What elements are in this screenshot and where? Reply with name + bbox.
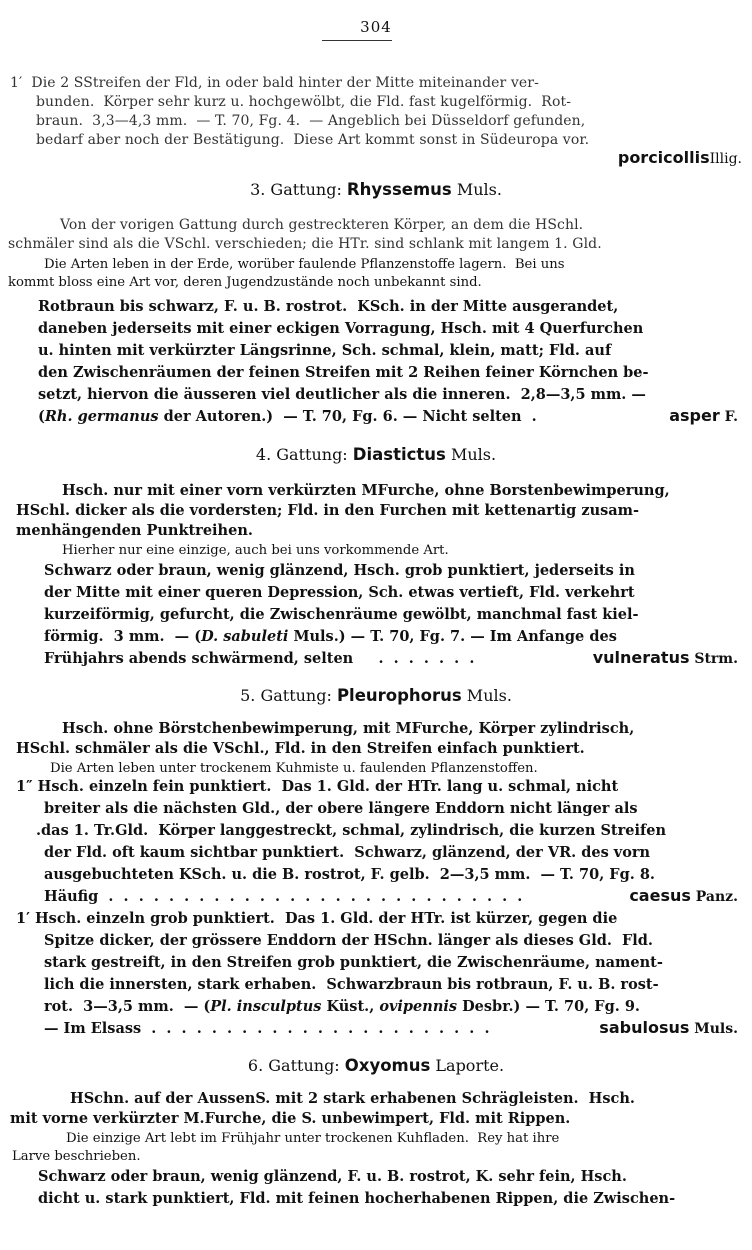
genus-author: Muls. xyxy=(451,180,502,199)
line-text: 1′ Die 2 SStreifen der Fld, in oder bald hinter der Mitte miteinander ver- xyxy=(10,75,539,91)
text-line xyxy=(44,976,738,994)
text-line xyxy=(36,93,728,111)
italic-name: D. sabuleti xyxy=(201,628,289,645)
text-line xyxy=(8,235,740,253)
text-line xyxy=(16,522,738,540)
line-text: den Zwischenräumen der feinen Streifen mit 2 Reihen feiner Körnchen be- xyxy=(38,364,649,381)
text-line xyxy=(36,112,728,130)
line-text: Schwarz oder braun, wenig glänzend, F. u. B. rostrot, K. sehr fein, Hsch. xyxy=(38,1168,627,1185)
text-line xyxy=(16,502,738,520)
line-text: förmig. 3 mm. — ( xyxy=(44,628,202,645)
text-line xyxy=(44,1020,738,1038)
line-text: Spitze dicker, der grössere Enddorn der HSchn. länger als dieses Gld. Fld. xyxy=(44,932,653,949)
text-line xyxy=(38,364,738,382)
text-line xyxy=(62,720,738,738)
text-line xyxy=(38,1168,738,1186)
genus-heading xyxy=(0,1056,752,1076)
text-line xyxy=(44,888,738,906)
line-text: bunden. Körper sehr kurz u. hochgewölbt, die Fld. fast kugelförmig. Rot- xyxy=(36,94,572,110)
genus-number: 4. Gattung: xyxy=(255,445,353,464)
line-text: 1″ Hsch. einzeln fein punktiert. Das 1. Gld. der HTr. lang u. schmal, nicht xyxy=(16,778,619,795)
species-name: porcicollis xyxy=(617,148,710,167)
italic-name: Pl. insculptus xyxy=(210,998,322,1015)
line-text: mit vorne verkürzter M.Furche, die S. unbewimpert, Fld. mit Rippen. xyxy=(10,1110,571,1127)
line-text: lich die innersten, stark erhaben. Schwarzbraun bis rotbraun, F. u. B. rost- xyxy=(44,976,659,993)
line-text: Rotbraun bis schwarz, F. u. B. rostrot. KSch. in der Mitte ausgerandet, xyxy=(38,298,619,315)
text-line xyxy=(10,74,728,92)
genus-name: Diastictus xyxy=(352,445,446,464)
line-text: dicht u. stark punktiert, Fld. mit feinen hocherhabenen Rippen, die Zwischen- xyxy=(38,1190,676,1207)
genus-heading xyxy=(0,445,752,465)
text-line xyxy=(38,386,738,404)
line-text: 1′ Hsch. einzeln grob punktiert. Das 1. Gld. der HTr. ist kürzer, gegen die xyxy=(16,910,618,927)
text-line xyxy=(44,584,738,602)
line-text: HSchl. dicker als die vordersten; Fld. in den Furchen mit kettenartig zusam- xyxy=(16,502,640,519)
species-name: caesus xyxy=(618,886,691,905)
text-line xyxy=(62,542,738,560)
species-label xyxy=(664,407,738,426)
line-text: Muls.) — T. 70, Fg. 7. — Im Anfange des xyxy=(288,628,617,645)
line-text: Häufig . . . . . . . . . . . . . . . . . . . . . . . . . . . . xyxy=(44,888,523,905)
text-line xyxy=(44,650,738,668)
genus-author: Muls. xyxy=(445,445,497,464)
text-line xyxy=(36,131,728,149)
genus-author: Muls. xyxy=(461,686,512,705)
line-text: kommt bloss eine Art vor, deren Jugendzustände noch unbekannt sind. xyxy=(8,275,482,290)
text-line xyxy=(44,844,738,862)
text-line xyxy=(8,274,728,292)
species-name: asper xyxy=(663,406,720,425)
text-line xyxy=(38,408,738,426)
page-number: 304 xyxy=(360,18,392,36)
text-line xyxy=(36,822,738,840)
text-line xyxy=(70,1090,740,1108)
text-line xyxy=(44,628,738,646)
line-text: schmäler sind als die VSchl. verschieden; die HTr. sind schlank mit langem 1. Gld. xyxy=(8,236,602,252)
text-line xyxy=(10,1110,740,1128)
line-text: der Mitte mit einer queren Depression, Sch. etwas vertieft, Fld. verkehrt xyxy=(44,584,635,601)
line-text: Larve beschrieben. xyxy=(12,1149,141,1164)
species-author: Muls. xyxy=(689,1021,738,1037)
line-text: Frühjahrs abends schwärmend, selten . . . . . . . xyxy=(44,650,475,667)
text-line xyxy=(44,256,738,274)
genus-number: 6. Gattung: xyxy=(247,1056,345,1075)
line-text: Die Arten leben in der Erde, worüber faulende Pflanzenstoffe lagern. Bei uns xyxy=(44,257,565,272)
species-name: sabulosus xyxy=(588,1018,690,1037)
text-line xyxy=(44,932,738,950)
line-text: bedarf aber noch der Bestätigung. Diese Art kommt sonst in Südeuropa vor. xyxy=(36,132,590,148)
species-label xyxy=(588,1019,738,1038)
genus-heading xyxy=(0,686,752,706)
line-text: Hsch. ohne Börstchenbewimperung, mit MFurche, Körper zylindrisch, xyxy=(62,720,635,737)
text-line xyxy=(38,342,738,360)
species-line xyxy=(36,150,742,168)
genus-number: 5. Gattung: xyxy=(240,686,337,705)
line-text: kurzeiförmig, gefurcht, die Zwischenräume gewölbt, manchmal fast kiel- xyxy=(44,606,639,623)
line-text: ( xyxy=(38,408,45,425)
line-text: Küst., xyxy=(321,998,380,1015)
line-text: daneben jederseits mit einer eckigen Vorragung, Hsch. mit 4 Querfurchen xyxy=(38,320,644,337)
line-text: der Fld. oft kaum sichtbar punktiert. Schwarz, glänzend, der VR. des vorn xyxy=(44,844,651,861)
line-text: braun. 3,3—4,3 mm. — T. 70, Fg. 4. — Angeblich bei Düsseldorf gefunden, xyxy=(36,113,586,129)
line-text: Die einzige Art lebt im Frühjahr unter trockenen Kuhfladen. Rey hat ihre xyxy=(66,1131,560,1146)
line-text: rot. 3—3,5 mm. — ( xyxy=(44,998,211,1015)
text-line xyxy=(44,800,738,818)
genus-number: 3. Gattung: xyxy=(250,180,347,199)
line-text: stark gestreift, in den Streifen grob punktiert, die Zwischenräume, nament- xyxy=(44,954,663,971)
genus-name: Rhyssemus xyxy=(346,180,452,199)
line-text: HSchl. schmäler als die VSchl., Fld. in den Streifen einfach punktiert. xyxy=(16,740,585,757)
text-line xyxy=(62,482,738,500)
line-text: u. hinten mit verkürzter Längsrinne, Sch. schmal, klein, matt; Fld. auf xyxy=(38,342,612,359)
line-text: Hierher nur eine einzige, auch bei uns vorkommende Art. xyxy=(62,543,449,558)
species-label xyxy=(618,887,738,906)
text-line xyxy=(44,866,738,884)
text-line xyxy=(16,740,738,758)
genus-author: Laporte. xyxy=(430,1056,505,1075)
species-author: Strm. xyxy=(689,651,738,667)
text-line xyxy=(44,998,738,1016)
species-label xyxy=(618,149,742,168)
species-author: Panz. xyxy=(690,889,738,905)
genus-name: Oxyomus xyxy=(344,1056,431,1075)
species-label xyxy=(582,649,738,668)
genus-heading xyxy=(0,180,752,200)
text-line xyxy=(12,1148,732,1166)
line-text: HSchn. auf der AussenS. mit 2 stark erhabenen Schrägleisten. Hsch. xyxy=(70,1090,635,1107)
text-line xyxy=(16,910,738,928)
italic-name: Rh. germanus xyxy=(44,408,159,425)
text-line xyxy=(16,778,738,796)
text-line xyxy=(44,606,738,624)
line-text: setzt, hiervon die äusseren viel deutlicher als die inneren. 2,8—3,5 mm. — xyxy=(38,386,646,403)
text-line xyxy=(38,298,738,316)
text-line xyxy=(44,954,738,972)
line-text: Desbr.) — T. 70, Fg. 9. xyxy=(457,998,640,1015)
line-text: breiter als die nächsten Gld., der obere längere Enddorn nicht länger als xyxy=(44,800,638,817)
line-text: Schwarz oder braun, wenig glänzend, Hsch. grob punktiert, jederseits in xyxy=(44,562,635,579)
genus-name: Pleurophorus xyxy=(336,686,462,705)
text-line xyxy=(38,1190,738,1208)
text-line xyxy=(44,562,738,580)
page-number-rule xyxy=(322,40,392,41)
text-line xyxy=(60,216,740,234)
line-text: der Autoren.) — T. 70, Fg. 6. — Nicht selten . xyxy=(158,408,537,425)
line-text: ausgebuchteten KSch. u. die B. rostrot, F. gelb. 2—3,5 mm. — T. 70, Fg. 8. xyxy=(44,866,655,883)
line-text: menhängenden Punktreihen. xyxy=(16,522,253,539)
text-line xyxy=(66,1130,738,1148)
line-text: Von der vorigen Gattung durch gestreckteren Körper, an dem die HSchl. xyxy=(60,217,584,233)
line-text: .das 1. Tr.Gld. Körper langgestreckt, schmal, zylindrisch, die kurzen Streifen xyxy=(36,822,666,839)
italic-name: ovipennis xyxy=(379,998,458,1015)
line-text: Hsch. nur mit einer vorn verkürzten MFurche, ohne Borstenbewimperung, xyxy=(62,482,670,499)
species-author: F. xyxy=(719,409,738,425)
species-author: Illig. xyxy=(709,151,742,167)
text-line xyxy=(38,320,738,338)
line-text: — Im Elsass . . . . . . . . . . . . . . . . . . . . . . . xyxy=(44,1020,490,1037)
species-name: vulneratus xyxy=(581,648,690,667)
text-line xyxy=(50,760,740,778)
line-text: Die Arten leben unter trockenem Kuhmiste u. faulenden Pflanzenstoffen. xyxy=(50,761,538,776)
